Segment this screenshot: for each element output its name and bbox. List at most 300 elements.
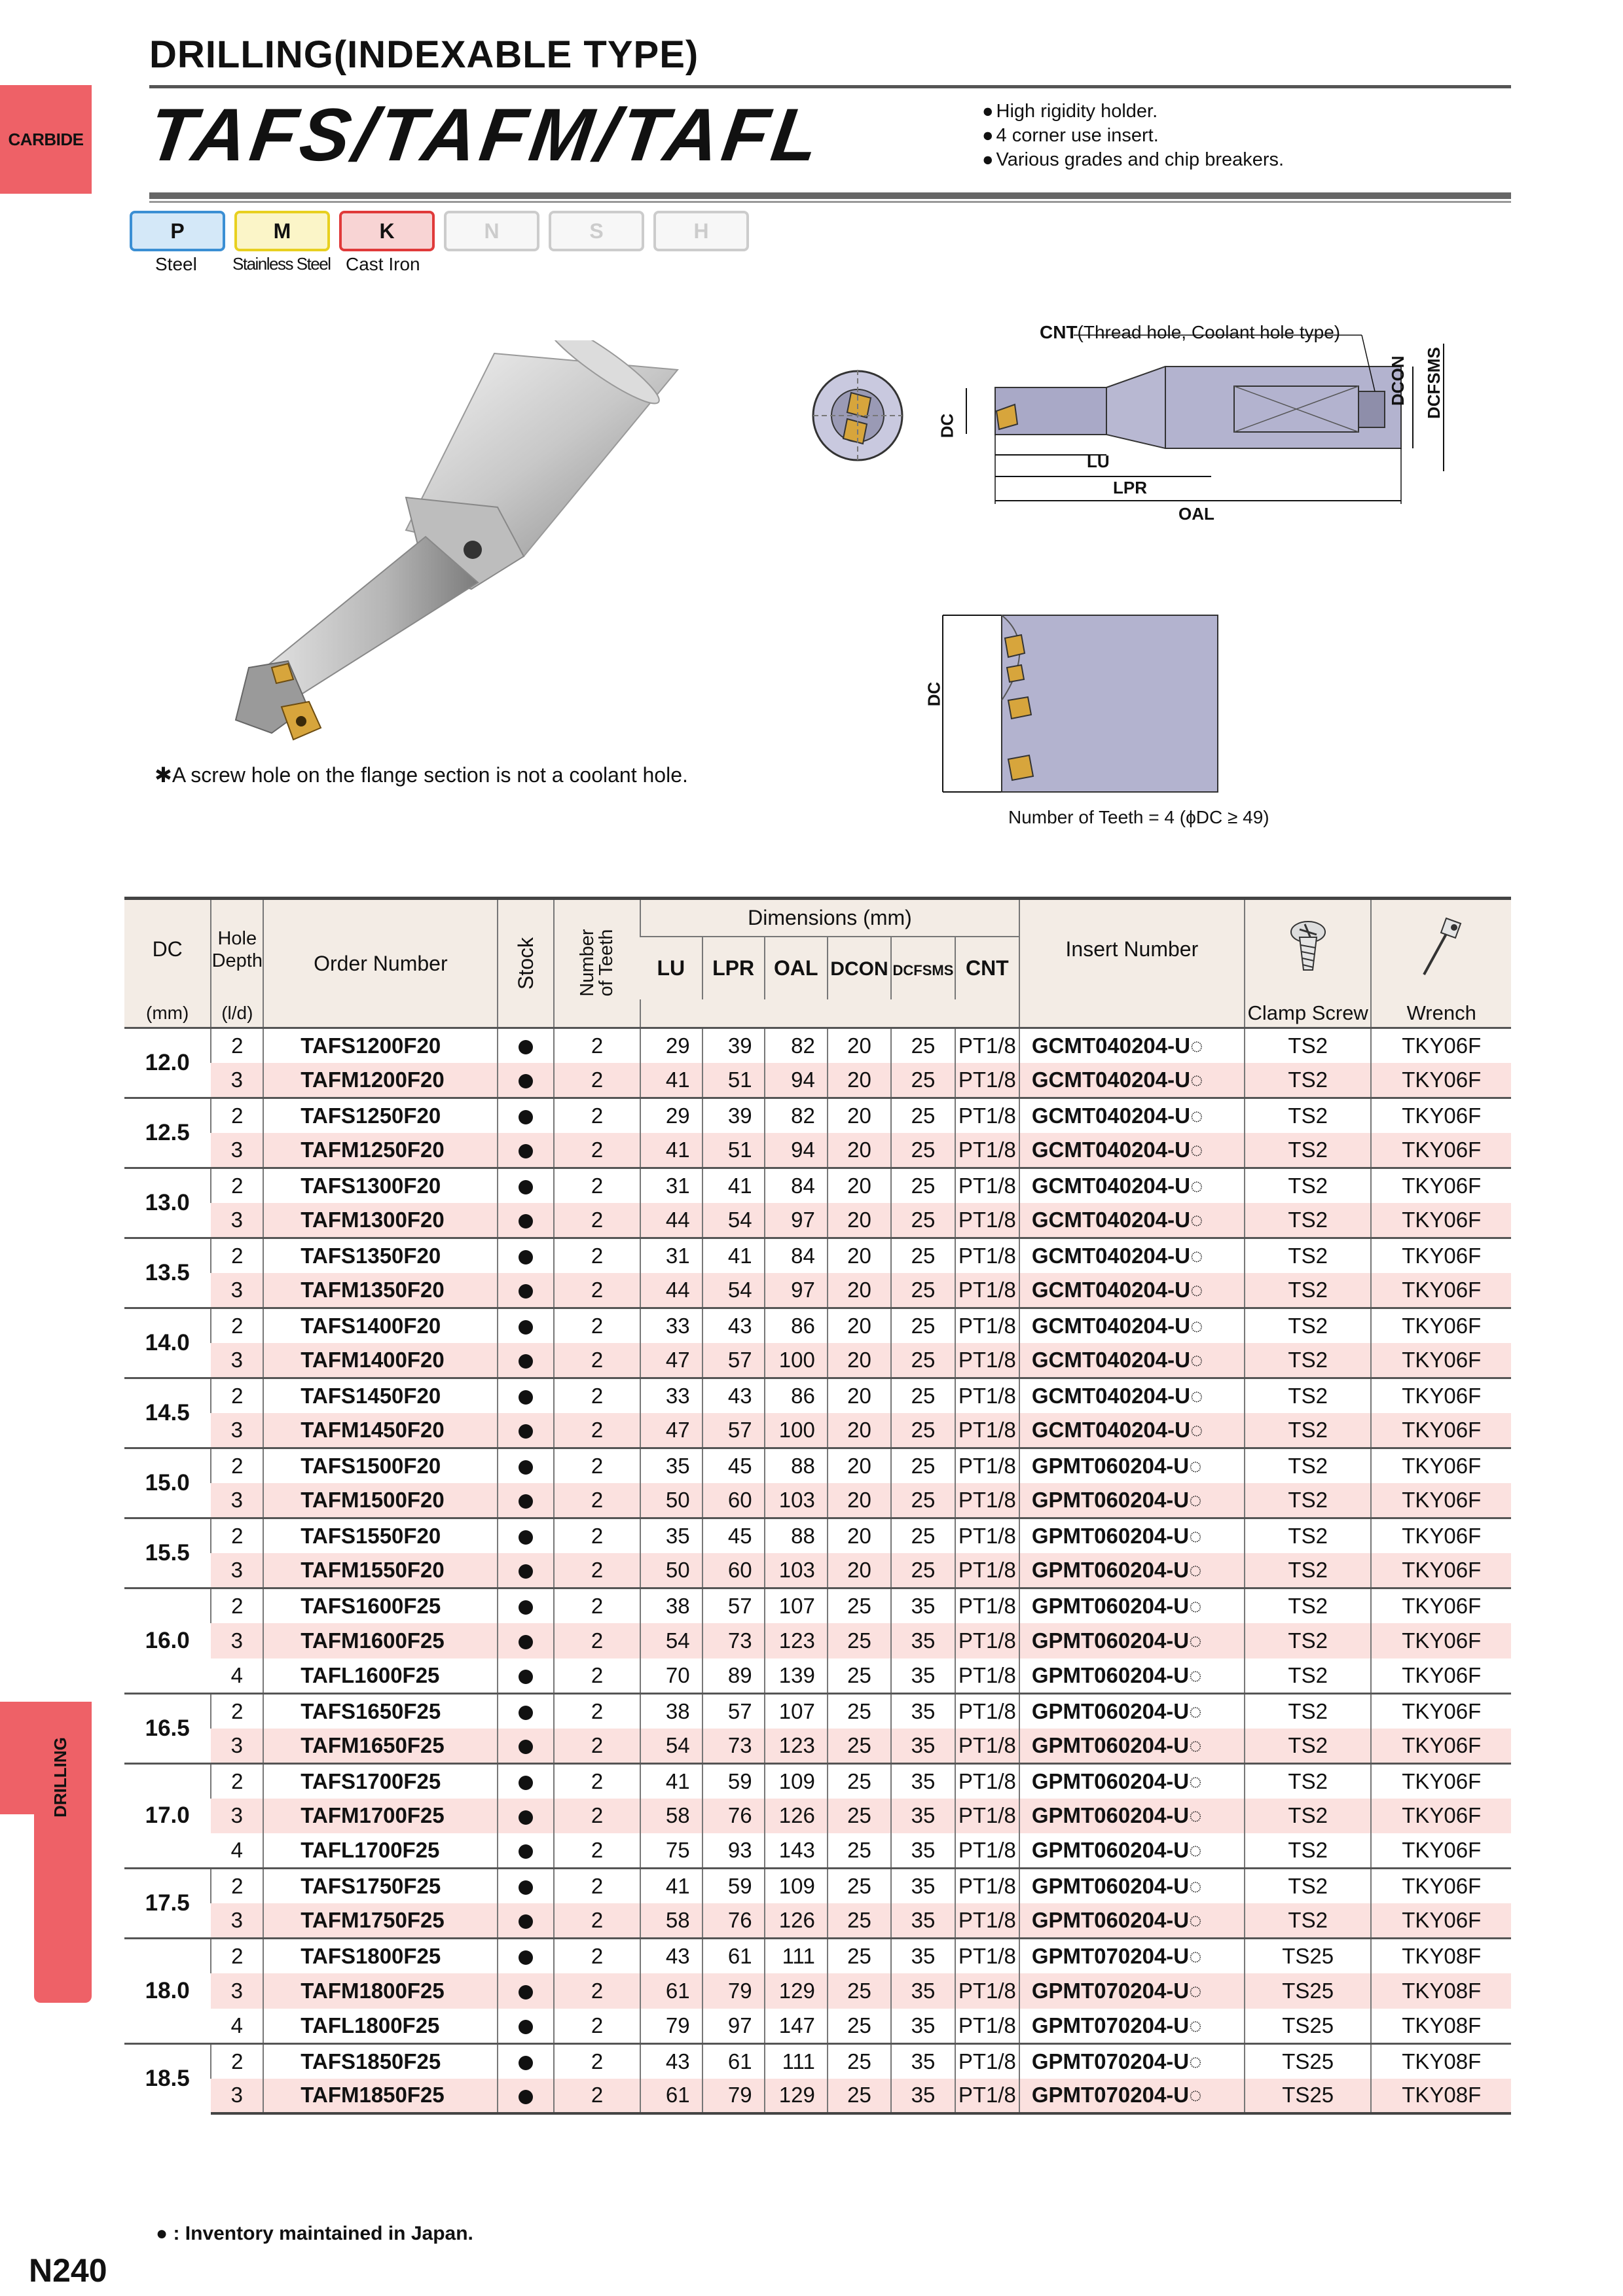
hole-depth-cell: 3 <box>211 1063 263 1098</box>
wrench-cell: TKY06F <box>1371 1833 1511 1869</box>
dcon-cell: 25 <box>828 1693 891 1729</box>
wrench-cell: TKY06F <box>1371 1518 1511 1554</box>
clamp-screw-cell: TS2 <box>1245 1799 1372 1834</box>
wrench-cell: TKY06F <box>1371 1763 1511 1799</box>
teeth-cell: 2 <box>554 1693 640 1729</box>
stock-cell <box>498 1588 554 1624</box>
stock-cell <box>498 1483 554 1518</box>
stock-cell <box>498 1378 554 1414</box>
lpr-cell: 57 <box>702 1343 765 1378</box>
oal-cell: 100 <box>765 1413 828 1448</box>
cnt-cell: PT1/8 <box>955 1133 1019 1168</box>
lpr-cell: 41 <box>702 1168 765 1204</box>
lu-cell: 31 <box>640 1168 702 1204</box>
lu-cell: 43 <box>640 2043 702 2079</box>
insert-number-cell: GCMT040204-U◌ <box>1019 1238 1245 1274</box>
order-number-cell: TAFS1800F25 <box>263 1939 498 1974</box>
stock-cell <box>498 1833 554 1869</box>
teeth-cell: 2 <box>554 1133 640 1168</box>
stock-dot-icon <box>519 1844 533 1859</box>
teeth-cell: 2 <box>554 1238 640 1274</box>
clamp-screw-icon <box>1285 918 1331 977</box>
material-label-stainless: Stainless Steel <box>232 254 331 274</box>
stock-cell <box>498 1063 554 1098</box>
stock-cell <box>498 1729 554 1764</box>
stock-dot-icon <box>519 1670 533 1684</box>
dcfsms-cell: 25 <box>891 1063 955 1098</box>
lpr-cell: 57 <box>702 1413 765 1448</box>
table-row <box>124 1693 1511 1729</box>
wrench-cell: TKY06F <box>1371 1273 1511 1308</box>
insert-number-cell: GPMT060204-U◌ <box>1019 1763 1245 1799</box>
dc-cell: 16.0 <box>124 1588 211 1694</box>
hole-depth-cell: 3 <box>211 1903 263 1939</box>
wrench-cell: TKY06F <box>1371 1729 1511 1764</box>
drilling-tab-label-wrap <box>41 1721 80 1833</box>
lu-cell: 29 <box>640 1098 702 1134</box>
clamp-screw-cell: TS2 <box>1245 1833 1372 1869</box>
cnt-cell: PT1/8 <box>955 1588 1019 1624</box>
insert-number-cell: GPMT060204-U◌ <box>1019 1588 1245 1624</box>
wrench-cell: TKY06F <box>1371 1133 1511 1168</box>
oal-cell: 84 <box>765 1238 828 1274</box>
clamp-screw-cell: TS2 <box>1245 1308 1372 1344</box>
hole-depth-cell: 3 <box>211 1273 263 1308</box>
hole-depth-cell: 3 <box>211 1413 263 1448</box>
material-badge-s: S <box>549 211 644 251</box>
stock-dot-icon <box>519 1985 533 2000</box>
stock-dot-icon <box>519 1284 533 1299</box>
teeth-cell: 2 <box>554 1659 640 1694</box>
stock-dot-icon <box>519 2090 533 2104</box>
insert-number-cell: GPMT070204-U◌ <box>1019 2009 1245 2044</box>
teeth-cell: 2 <box>554 2043 640 2079</box>
lpr-cell: 73 <box>702 1729 765 1764</box>
dim-lu: LU <box>1087 452 1110 471</box>
dcfsms-cell: 25 <box>891 1378 955 1414</box>
col-header-dcfsms: DCFSMS <box>891 937 955 999</box>
clamp-screw-cell: TS2 <box>1245 1203 1372 1238</box>
wrench-cell: TKY06F <box>1371 1413 1511 1448</box>
table-row <box>124 1869 1511 1904</box>
wrench-cell: TKY06F <box>1371 1308 1511 1344</box>
dcon-cell: 20 <box>828 1378 891 1414</box>
clamp-screw-cell: TS2 <box>1245 1869 1372 1904</box>
dcfsms-cell: 25 <box>891 1518 955 1554</box>
material-badges <box>130 211 749 251</box>
wrench-cell: TKY06F <box>1371 1063 1511 1098</box>
oal-cell: 129 <box>765 1973 828 2009</box>
lu-cell: 47 <box>640 1343 702 1378</box>
col-header-oal: OAL <box>765 937 828 999</box>
dcfsms-cell: 25 <box>891 1448 955 1484</box>
table-row <box>124 1903 1511 1939</box>
order-number-cell: TAFS1650F25 <box>263 1693 498 1729</box>
lpr-cell: 60 <box>702 1483 765 1518</box>
dcon-cell: 25 <box>828 1869 891 1904</box>
dim-dcfsms: DCFSMS <box>1424 347 1444 419</box>
wrench-cell: TKY08F <box>1371 2043 1511 2079</box>
insert-number-cell: GPMT060204-U◌ <box>1019 1623 1245 1659</box>
insert-number-cell: GPMT060204-U◌ <box>1019 1483 1245 1518</box>
dcfsms-cell: 25 <box>891 1483 955 1518</box>
clamp-screw-cell: TS2 <box>1245 1343 1372 1378</box>
cnt-cell: PT1/8 <box>955 1799 1019 1834</box>
dcfsms-cell: 25 <box>891 1238 955 1274</box>
dcfsms-cell: 25 <box>891 1273 955 1308</box>
dcon-cell: 25 <box>828 2009 891 2044</box>
order-number-cell: TAFL1600F25 <box>263 1659 498 1694</box>
dcon-cell: 20 <box>828 1133 891 1168</box>
lpr-cell: 54 <box>702 1203 765 1238</box>
dc-cell: 12.0 <box>124 1028 211 1098</box>
stock-cell <box>498 1659 554 1694</box>
material-label-cast-iron: Cast Iron <box>346 254 420 274</box>
stock-dot-icon <box>519 1776 533 1790</box>
stock-cell <box>498 1203 554 1238</box>
order-number-cell: TAFM1650F25 <box>263 1729 498 1764</box>
hole-depth-cell: 2 <box>211 1028 263 1064</box>
stock-dot-icon <box>519 1494 533 1509</box>
lpr-cell: 79 <box>702 2079 765 2114</box>
dc-cell: 12.5 <box>124 1098 211 1168</box>
insert-number-cell: GPMT060204-U◌ <box>1019 1799 1245 1834</box>
dcon-cell: 20 <box>828 1273 891 1308</box>
stock-dot-icon <box>519 1250 533 1265</box>
oal-cell: 86 <box>765 1378 828 1414</box>
lu-cell: 38 <box>640 1693 702 1729</box>
cnt-cell: PT1/8 <box>955 1273 1019 1308</box>
lu-cell: 41 <box>640 1869 702 1904</box>
oal-cell: 88 <box>765 1518 828 1554</box>
teeth-cell: 2 <box>554 1308 640 1344</box>
carbide-tab-label: CARBIDE <box>8 129 84 149</box>
order-number-cell: TAFM1500F20 <box>263 1483 498 1518</box>
cnt-cell: PT1/8 <box>955 1098 1019 1134</box>
order-number-cell: TAFM1400F20 <box>263 1343 498 1378</box>
cnt-cell: PT1/8 <box>955 1168 1019 1204</box>
hole-depth-cell: 2 <box>211 1308 263 1344</box>
lu-cell: 29 <box>640 1028 702 1064</box>
order-number-cell: TAFM1800F25 <box>263 1973 498 2009</box>
oal-cell: 84 <box>765 1168 828 1204</box>
lu-cell: 61 <box>640 2079 702 2114</box>
stock-dot-icon <box>519 1074 533 1088</box>
spec-table <box>124 897 1511 2115</box>
table-row <box>124 1588 1511 1624</box>
lu-cell: 70 <box>640 1659 702 1694</box>
oal-cell: 147 <box>765 2009 828 2044</box>
oal-cell: 126 <box>765 1903 828 1939</box>
cnt-cell: PT1/8 <box>955 1343 1019 1378</box>
order-number-cell: TAFS1400F20 <box>263 1308 498 1344</box>
wrench-cell: TKY08F <box>1371 2079 1511 2114</box>
oal-cell: 123 <box>765 1623 828 1659</box>
lu-cell: 47 <box>640 1413 702 1448</box>
stock-cell <box>498 1903 554 1939</box>
insert-number-cell: GPMT060204-U◌ <box>1019 1903 1245 1939</box>
col-header-dimensions: Dimensions (mm) <box>640 899 1019 937</box>
cnt-cell: PT1/8 <box>955 1238 1019 1274</box>
teeth-cell: 2 <box>554 1098 640 1134</box>
teeth-cell: 2 <box>554 1973 640 2009</box>
dcfsms-cell: 35 <box>891 1588 955 1624</box>
oal-cell: 100 <box>765 1343 828 1378</box>
lu-cell: 41 <box>640 1763 702 1799</box>
dcon-cell: 20 <box>828 1238 891 1274</box>
wrench-cell: TKY08F <box>1371 2009 1511 2044</box>
dc-cell: 13.5 <box>124 1238 211 1308</box>
stock-cell <box>498 1448 554 1484</box>
clamp-screw-cell: TS2 <box>1245 1903 1372 1939</box>
hole-depth-cell: 3 <box>211 1729 263 1764</box>
clamp-screw-cell: TS25 <box>1245 1939 1372 1974</box>
order-number-cell: TAFS1750F25 <box>263 1869 498 1904</box>
dim-dc: DC <box>937 413 957 439</box>
table-row <box>124 2043 1511 2079</box>
oal-cell: 129 <box>765 2079 828 2114</box>
wrench-cell: TKY06F <box>1371 1238 1511 1274</box>
hole-depth-cell: 3 <box>211 1553 263 1588</box>
dcon-cell: 25 <box>828 1588 891 1624</box>
feature-item: ● Various grades and chip breakers. <box>982 148 1284 172</box>
lpr-cell: 45 <box>702 1518 765 1554</box>
hole-depth-cell: 2 <box>211 1588 263 1624</box>
order-number-cell: TAFM1300F20 <box>263 1203 498 1238</box>
order-number-cell: TAFL1800F25 <box>263 2009 498 2044</box>
table-row <box>124 1553 1511 1588</box>
insert-number-cell: GPMT060204-U◌ <box>1019 1693 1245 1729</box>
hole-depth-cell: 3 <box>211 2079 263 2114</box>
teeth-cell: 2 <box>554 2009 640 2044</box>
hole-depth-cell: 2 <box>211 1098 263 1134</box>
stock-dot-icon <box>519 1880 533 1895</box>
cnt-cell: PT1/8 <box>955 1659 1019 1694</box>
dcon-cell: 20 <box>828 1098 891 1134</box>
stock-dot-icon <box>519 1110 533 1124</box>
cnt-cell: PT1/8 <box>955 1063 1019 1098</box>
stock-dot-icon <box>519 1180 533 1194</box>
insert-number-cell: GCMT040204-U◌ <box>1019 1168 1245 1204</box>
table-row <box>124 1448 1511 1484</box>
insert-number-cell: GCMT040204-U◌ <box>1019 1028 1245 1064</box>
order-number-cell: TAFS1700F25 <box>263 1763 498 1799</box>
order-number-cell: TAFS1200F20 <box>263 1028 498 1064</box>
insert-number-cell: GPMT060204-U◌ <box>1019 1833 1245 1869</box>
cnt-cell: PT1/8 <box>955 1448 1019 1484</box>
dcon-cell: 25 <box>828 2043 891 2079</box>
table-row <box>124 1168 1511 1204</box>
teeth-cell: 2 <box>554 1799 640 1834</box>
dc-cell: 17.0 <box>124 1763 211 1869</box>
wrench-cell: TKY06F <box>1371 1203 1511 1238</box>
clamp-screw-cell: TS2 <box>1245 1448 1372 1484</box>
material-label-steel: Steel <box>155 254 197 274</box>
lpr-cell: 89 <box>702 1659 765 1694</box>
oal-cell: 107 <box>765 1588 828 1624</box>
stock-cell <box>498 2009 554 2044</box>
table-row <box>124 1763 1511 1799</box>
stock-cell <box>498 1693 554 1729</box>
lu-cell: 31 <box>640 1238 702 1274</box>
dcfsms-cell: 35 <box>891 1869 955 1904</box>
carbide-tab[interactable] <box>0 85 92 194</box>
order-number-cell: TAFL1700F25 <box>263 1833 498 1869</box>
hole-depth-cell: 3 <box>211 1623 263 1659</box>
cnt-desc: (Thread hole, Coolant hole type) <box>1077 322 1341 342</box>
drilling-tab-tail <box>34 1813 92 2003</box>
dcfsms-cell: 25 <box>891 1098 955 1134</box>
wrench-cell: TKY06F <box>1371 1588 1511 1624</box>
stock-dot-icon <box>519 1914 533 1929</box>
order-number-cell: TAFM1750F25 <box>263 1903 498 1939</box>
dc-cell: 15.5 <box>124 1518 211 1588</box>
stock-cell <box>498 1238 554 1274</box>
table-row <box>124 1483 1511 1518</box>
dcon-cell: 20 <box>828 1553 891 1588</box>
lpr-cell: 57 <box>702 1693 765 1729</box>
clamp-screw-cell: TS2 <box>1245 1693 1372 1729</box>
stock-dot-icon <box>519 1706 533 1720</box>
dcon-cell: 25 <box>828 1623 891 1659</box>
lu-cell: 33 <box>640 1378 702 1414</box>
order-number-cell: TAFM1350F20 <box>263 1273 498 1308</box>
insert-number-cell: GPMT070204-U◌ <box>1019 1973 1245 2009</box>
wrench-cell: TKY06F <box>1371 1869 1511 1904</box>
lpr-cell: 60 <box>702 1553 765 1588</box>
section-title: DRILLING(INDEXABLE TYPE) <box>149 33 699 76</box>
clamp-screw-cell: TS2 <box>1245 1518 1372 1554</box>
dcon-cell: 20 <box>828 1483 891 1518</box>
wrench-cell: TKY06F <box>1371 1553 1511 1588</box>
hole-depth-cell: 4 <box>230 1662 243 1687</box>
header-divider-top <box>149 85 1511 88</box>
oal-cell: 86 <box>765 1308 828 1344</box>
hole-depth-cell: 3 <box>211 1973 263 2009</box>
dimension-diagram <box>799 314 1480 537</box>
order-number-cell: TAFS1300F20 <box>263 1168 498 1204</box>
cnt-cell: PT1/8 <box>955 1833 1019 1869</box>
lpr-cell: 73 <box>702 1623 765 1659</box>
order-number-cell: TAFS1500F20 <box>263 1448 498 1484</box>
wrench-cell: TKY06F <box>1371 1168 1511 1204</box>
lu-cell: 79 <box>640 2009 702 2044</box>
hole-depth-cell: 3 <box>211 1799 263 1834</box>
lu-cell: 50 <box>640 1483 702 1518</box>
lpr-cell: 93 <box>702 1833 765 1869</box>
lu-cell: 54 <box>640 1623 702 1659</box>
stock-cell <box>498 1413 554 1448</box>
table-row <box>124 2079 1511 2114</box>
page-number: N240 <box>29 2252 107 2289</box>
cnt-cell: PT1/8 <box>955 1203 1019 1238</box>
stock-cell <box>498 1939 554 1974</box>
teeth-cell: 2 <box>554 1273 640 1308</box>
clamp-screw-cell: TS2 <box>1245 1553 1372 1588</box>
oal-cell: 111 <box>765 1939 828 1974</box>
wrench-cell: TKY06F <box>1371 1098 1511 1134</box>
cnt-cell: PT1/8 <box>955 1308 1019 1344</box>
stock-cell <box>498 1553 554 1588</box>
lu-cell: 54 <box>640 1729 702 1764</box>
stock-dot-icon <box>519 1635 533 1649</box>
lu-cell: 43 <box>640 1939 702 1974</box>
insert-number-cell: GPMT070204-U◌ <box>1019 2079 1245 2114</box>
hole-depth-cell: 2 <box>211 1939 263 1974</box>
model-title: TAFS/TAFM/TAFL <box>143 94 828 177</box>
oal-cell: 103 <box>765 1483 828 1518</box>
lpr-cell: 59 <box>702 1869 765 1904</box>
hole-depth-cell: 2 <box>211 1518 263 1554</box>
table-row <box>124 1833 1511 1869</box>
teeth-cell: 2 <box>554 1763 640 1799</box>
cnt-cell: PT1/8 <box>955 1763 1019 1799</box>
insert-number-cell: GPMT070204-U◌ <box>1019 2043 1245 2079</box>
insert-number-cell: GPMT060204-U◌ <box>1019 1659 1245 1694</box>
cnt-cell: PT1/8 <box>955 1623 1019 1659</box>
cnt-cell: PT1/8 <box>955 1028 1019 1064</box>
dcfsms-cell: 25 <box>891 1413 955 1448</box>
teeth-cell: 2 <box>554 1869 640 1904</box>
wrench-cell: TKY08F <box>1371 1973 1511 2009</box>
dcfsms-cell: 25 <box>891 1133 955 1168</box>
screw-hole-note: ✱A screw hole on the flange section is not a coolant hole. <box>155 763 688 787</box>
teeth-cell: 2 <box>554 1448 640 1484</box>
lu-cell: 75 <box>640 1833 702 1869</box>
cnt-label: CNT <box>1040 322 1078 342</box>
cnt-cell: PT1/8 <box>955 1413 1019 1448</box>
dcon-cell: 20 <box>828 1203 891 1238</box>
dim-oal: OAL <box>1178 504 1214 524</box>
col-header-dc: DC <box>124 899 211 999</box>
oal-cell: 139 <box>765 1659 828 1694</box>
dcfsms-cell: 35 <box>891 1833 955 1869</box>
dcon-cell: 20 <box>828 1308 891 1344</box>
hole-depth-cell: 3 <box>211 1203 263 1238</box>
stock-dot-icon <box>519 1040 533 1054</box>
stock-cell <box>498 1098 554 1134</box>
stock-dot-icon <box>519 1600 533 1615</box>
dcfsms-cell: 35 <box>891 1799 955 1834</box>
teeth-cell: 2 <box>554 1028 640 1064</box>
dcon-cell: 25 <box>828 1833 891 1869</box>
wrench-cell: TKY06F <box>1371 1623 1511 1659</box>
oal-cell: 103 <box>765 1553 828 1588</box>
header-divider-bottom <box>149 192 1511 199</box>
cnt-cell: PT1/8 <box>955 1518 1019 1554</box>
hole-depth-cell: 2 <box>211 2043 263 2079</box>
lu-cell: 35 <box>640 1448 702 1484</box>
stock-cell <box>498 1518 554 1554</box>
drill-tool-image <box>131 340 707 746</box>
oal-cell: 97 <box>765 1203 828 1238</box>
order-number-cell: TAFS1350F20 <box>263 1238 498 1274</box>
table-row <box>124 1308 1511 1344</box>
clamp-screw-cell: TS2 <box>1245 1168 1372 1204</box>
oal-cell: 94 <box>765 1063 828 1098</box>
wrench-cell: TKY06F <box>1371 1343 1511 1378</box>
hole-depth-cell: 2 <box>211 1869 263 1904</box>
stock-dot-icon <box>519 2020 533 2034</box>
oal-cell: 109 <box>765 1763 828 1799</box>
dcon-cell: 25 <box>828 1729 891 1764</box>
stock-cell <box>498 1623 554 1659</box>
oal-cell: 111 <box>765 2043 828 2079</box>
dcon-cell: 25 <box>828 1973 891 2009</box>
col-header-lu: LU <box>640 937 702 999</box>
wrench-cell: TKY06F <box>1371 1448 1511 1484</box>
table-row <box>124 1659 1511 1694</box>
